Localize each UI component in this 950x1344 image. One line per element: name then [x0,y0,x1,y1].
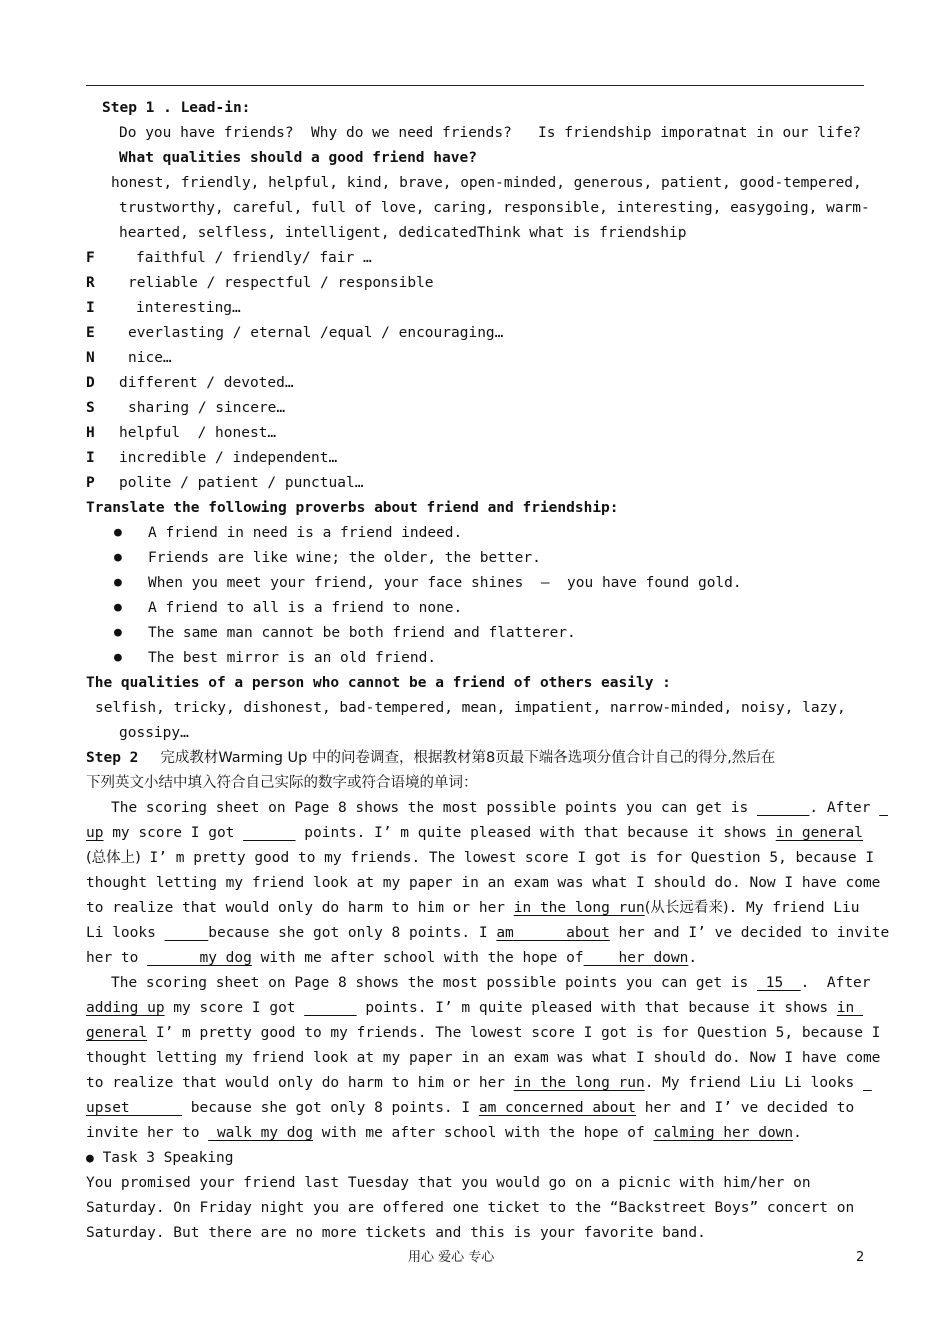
acrostic-letter-h: H [86,425,95,441]
answer: in [836,1000,863,1016]
task3-title: ● Task 3 Speaking [86,1150,234,1166]
blank: _ [862,1075,872,1091]
p1-line-7: her to my dog with me after school with the hope of her down. [86,950,698,966]
answer: in general [775,825,863,841]
bullet-icon: ● [114,525,122,540]
acrostic-words-e: everlasting / eternal /equal / encouraging… [128,325,504,341]
proverb-item: Friends are like wine; the older, the better. [148,550,541,566]
answer: 15 [757,975,801,991]
acrostic-words-n: nice… [128,350,172,366]
step1-title: Step 1 . Lead-in: [102,100,251,116]
bullet-icon: ● [86,1151,94,1166]
acrostic-letter-d: D [86,375,95,391]
proverb-item: A friend in need is a friend indeed. [148,525,463,541]
step2-label: Step 2 [86,750,139,766]
answer: in the long run [513,900,645,916]
task3-line-2: Saturday. On Friday night you are offered one ticket to the “Backstreet Boys” concert on [86,1200,855,1216]
p1-line-4: thought letting my friend look at my paper in an exam was what I should do. Now I have come [86,875,881,891]
acrostic-letter-e: E [86,325,95,341]
proverb-item: A friend to all is a friend to none. [148,600,463,616]
p2-line-5: to realize that would only do harm to him or her in the long run. My friend Liu Li looks _ [86,1075,872,1091]
acrostic-letter-f: F [86,250,95,266]
step2-instruction-2: 下列英文小结中填入符合自己实际的数字或符合语境的单词： [86,775,478,791]
acrostic-words-p: polite / patient / punctual… [119,475,364,491]
bad-qualities-line-1: selfish, tricky, dishonest, bad-tempered, mean, impatient, narrow-minded, noisy, lazy, [95,700,846,716]
step2-instruction-text: 完成教材Warming Up 中的问卷调查，根据教材第8页最下端各选项分值合计自己的得分,然后在 [160,750,776,766]
acrostic-letter-i2: I [86,450,95,466]
acrostic-letter-r: R [86,275,95,291]
qualities-line-1: honest, friendly, helpful, kind, brave, open-minded, generous, patient, good-tempered, [111,175,862,191]
acrostic-letter-s: S [86,400,95,416]
bullet-icon: ● [114,650,122,665]
blank: _ [879,800,888,816]
qualities-line-3: hearted, selfless, intelligent, dedicatedThink what is friendship [119,225,687,241]
p2-line-6: upset because she got only 8 points. I am concerned about her and I’ ve decided to [86,1100,855,1116]
p2-line-2: adding up my score I got ______ points. I’ m quite pleased with that because it shows in [86,1000,863,1016]
header-rule [86,85,864,86]
page-number: 2 [856,1250,865,1265]
bad-qualities-heading: The qualities of a person who cannot be a friend of others easily : [86,675,671,691]
step1-question-2: What qualities should a good friend have? [119,150,477,166]
proverb-item: When you meet your friend, your face shines – you have found gold. [148,575,742,591]
proverb-item: The best mirror is an old friend. [148,650,437,666]
answer: her down [583,950,689,966]
p1-line-1: The scoring sheet on Page 8 shows the most possible points you can get is ______. After _ [111,800,888,816]
answer: in the long run [513,1075,645,1091]
bullet-icon: ● [114,550,122,565]
bullet-icon: ● [114,600,122,615]
p1-line-3: (总体上) I’ m pretty good to my friends. The lowest score I got is for Question 5, because I [86,850,875,866]
answer: up [86,825,104,841]
bullet-icon: ● [114,575,122,590]
task3-line-1: You promised your friend last Tuesday that you would go on a picnic with him/her on [86,1175,811,1191]
p2-line-4: thought letting my friend look at my paper in an exam was what I should do. Now I have come [86,1050,881,1066]
answer: my dog [147,950,252,966]
answer: am concerned about [478,1100,636,1116]
acrostic-words-h: helpful / honest… [119,425,277,441]
answer: adding up [86,1000,165,1016]
acrostic-words-s: sharing / sincere… [128,400,286,416]
answer: upset [86,1100,183,1116]
blank: ______ [304,1000,357,1016]
p2-line-3: general I’ m pretty good to my friends. The lowest score I got is for Question 5, because I [86,1025,881,1041]
acrostic-words-i: interesting… [136,300,241,316]
acrostic-words-r: reliable / respectful / responsible [128,275,434,291]
acrostic-letter-p: P [86,475,95,491]
p1-line-5: to realize that would only do harm to him or her in the long run(从长远看来). My friend Liu [86,900,860,916]
proverb-item: The same man cannot be both friend and flatterer. [148,625,576,641]
acrostic-letter-i: I [86,300,95,316]
answer: calming her down [653,1125,794,1141]
acrostic-words-i2: incredible / independent… [119,450,338,466]
p2-line-1: The scoring sheet on Page 8 shows the most possible points you can get is 15 . After [111,975,871,991]
bad-qualities-line-2: gossipy… [119,725,189,741]
step2-instruction-1 [86,746,775,771]
proverbs-heading: Translate the following proverbs about friend and friendship: [86,500,619,516]
p1-line-6: Li looks because she got only 8 points. I am about her and I’ ve decided to invite [86,925,890,941]
answer: am about [496,925,610,941]
blank [165,925,209,941]
step1-question-1: Do you have friends? Why do we need friends? Is friendship imporatnat in our life? [119,125,862,141]
p1-line-2: up my score I got ______ points. I’ m quite pleased with that because it shows in general [86,825,863,841]
blank: ______ [243,825,296,841]
footer-motto: 用心 爱心 专心 [408,1250,495,1265]
bullet-icon: ● [114,625,122,640]
p2-line-7: invite her to walk my dog with me after school with the hope of calming her down. [86,1125,802,1141]
blank: ______ [757,800,810,816]
answer: walk my dog [208,1125,313,1141]
qualities-line-2: trustworthy, careful, full of love, caring, responsible, interesting, easygoing, warm- [119,200,870,216]
acrostic-words-f: faithful / friendly/ fair … [136,250,372,266]
answer: general [86,1025,148,1041]
task3-line-3: Saturday. But there are no more tickets and this is your favorite band. [86,1225,706,1241]
acrostic-letter-n: N [86,350,95,366]
acrostic-words-d: different / devoted… [119,375,294,391]
